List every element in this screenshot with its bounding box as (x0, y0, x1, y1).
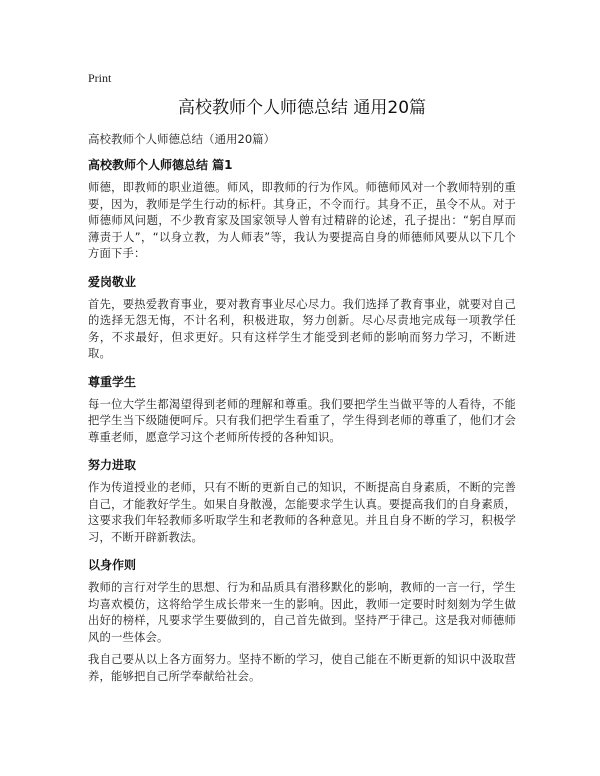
document-page (88, 70, 516, 691)
section-paragraph: 作为传道授业的老师，只有不断的更新自己的知识，不断提高自身素质，不断的完善自己，才能教好学生。如果自身散漫，怎能要求学生认真。要提高我们的自身素质，这要求我们年轻教师多听取学生和老教师的各种意见。并且自身不断的学习，积极学习，不断开辟新教法。 (88, 481, 516, 544)
section-heading-progress: 努力进取 (88, 458, 137, 472)
section-paragraph: 每一位大学生都渴望得到老师的理解和尊重。我们要把学生当做平等的人看待，不能把学生当下级随便呵斥。只有我们把学生看重了，学生得到老师的尊重了，他们才会尊重老师，愿意学习这个老师所传授的各种知识。 (88, 397, 516, 444)
document-subtitle: 高校教师个人师德总结（通用20篇） (88, 132, 276, 146)
section-heading-dedication: 爱岗敬业 (88, 274, 137, 289)
page-title: 高校教师个人师德总结 通用20篇 (177, 98, 427, 118)
section-heading-respect: 尊重学生 (88, 374, 137, 389)
section-paragraph: 教师的言行对学生的思想、行为和品质具有潜移默化的影响，教师的一言一行，学生均喜欢模仿，这将给学生成长带来一生的影响。因此，教师一定要时时刻刻为学生做出好的榜样，凡要求学生要做到的，自己首先做到。坚持严于律己。这是我对师德师风的一些体会。 (88, 581, 516, 644)
intro-paragraph: 师德，即教师的职业道德。师风，即教师的行为作风。师德师风对一个教师特别的重要，因为，教师是学生行动的标杆。其身正，不令而行。其身不正，虽令不从。对于师德师风问题，不少教育家及国家领导人曾有过精辟的论述，孔子提出：“躬自厚而薄责于人”，“以身立教，为人师表”等，我认为要提高自身的师德师风要从以下几个方面下手： (88, 181, 516, 260)
section-heading-example: 以身作则 (88, 558, 137, 572)
print-link[interactable]: Print (88, 71, 112, 85)
section-paragraph: 首先，要热爱教育事业，要对教育事业尽心尽力。我们选择了教育事业，就要对自己的选择无怨无悔，不计名利，积极进取，努力创新。尽心尽责地完成每一项教学任务，不求最好，但求更好。只有这样学生才能受到老师的影响而努力学习，不断进取。 (88, 297, 516, 360)
part-heading: 高校教师个人师德总结 篇1 (88, 158, 233, 172)
section-paragraph: 我自己要从以上各方面努力。坚持不断的学习，使自己能在不断更新的知识中汲取营养，能够把自己所学奉献给社会。 (88, 653, 516, 683)
